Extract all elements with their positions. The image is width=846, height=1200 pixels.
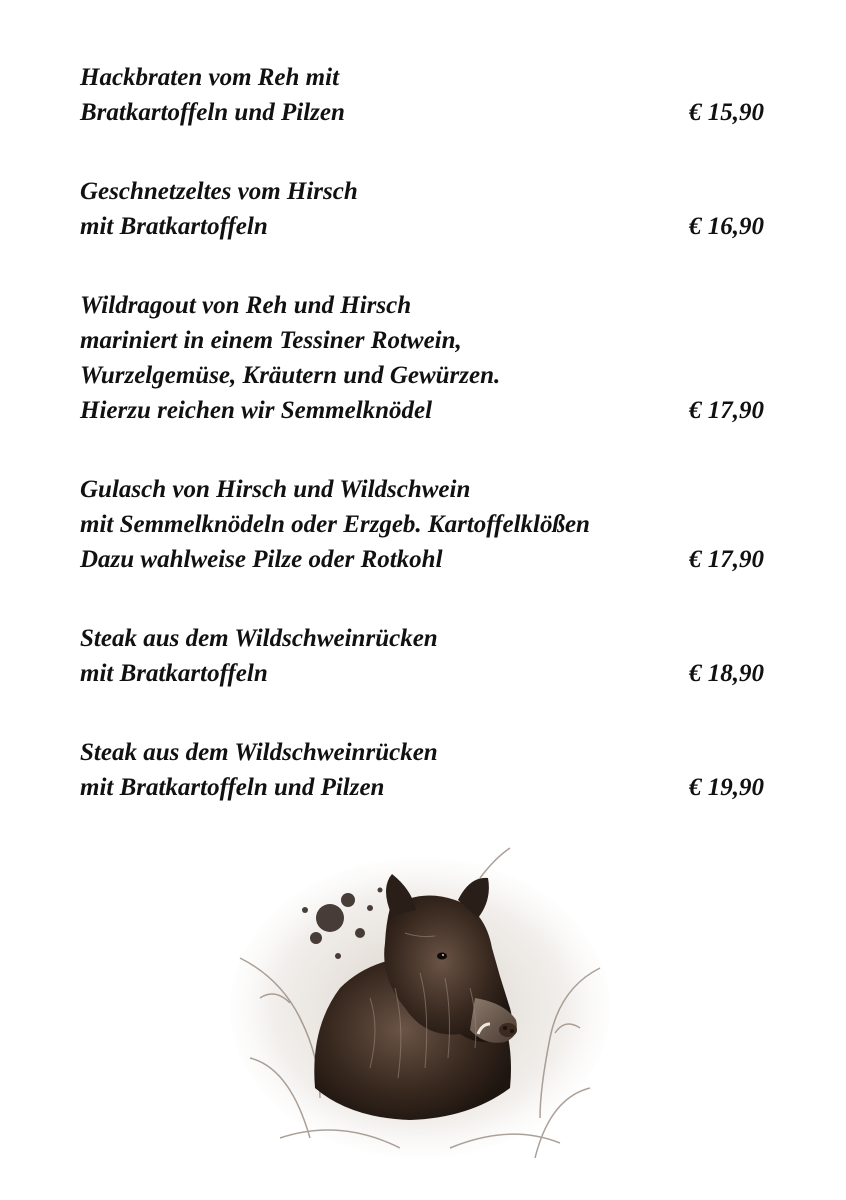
menu-item [80, 735, 770, 805]
menu-item [80, 472, 770, 577]
dish-price: € 18,90 [689, 660, 764, 687]
dish-description [80, 735, 770, 805]
dish-description [80, 288, 770, 428]
dish-description [80, 60, 770, 130]
dish-line: Geschnetzeltes vom Hirsch [80, 178, 358, 205]
wild-boar-icon [220, 838, 620, 1168]
dish-line: mit Bratkartoffeln [80, 660, 268, 687]
dish-line: Bratkartoffeln und Pilzen [80, 99, 345, 126]
dish-price: € 15,90 [689, 99, 764, 126]
dish-description [80, 174, 770, 244]
dish-price: € 16,90 [689, 213, 764, 240]
menu-item [80, 621, 770, 691]
dish-line: Gulasch von Hirsch und Wildschwein [80, 476, 471, 503]
menu-list [80, 60, 770, 849]
menu-item [80, 174, 770, 244]
dish-description [80, 472, 770, 577]
dish-line: mit Bratkartoffeln und Pilzen [80, 774, 385, 801]
dish-line: Wildragout von Reh und Hirsch [80, 292, 412, 319]
dish-line: Steak aus dem Wildschweinrücken [80, 625, 438, 652]
dish-line: Hackbraten vom Reh mit [80, 64, 340, 91]
dish-price: € 17,90 [689, 397, 764, 424]
wild-boar-illustration [220, 838, 620, 1168]
dish-line: Wurzelgemüse, Kräutern und Gewürzen. [80, 362, 501, 389]
dish-line: Hierzu reichen wir Semmelknödel [80, 397, 433, 424]
dish-line: mit Bratkartoffeln [80, 213, 268, 240]
menu-item [80, 288, 770, 428]
dish-line: Steak aus dem Wildschweinrücken [80, 739, 438, 766]
dish-line: mariniert in einem Tessiner Rotwein, [80, 327, 462, 354]
dish-price: € 19,90 [689, 774, 764, 801]
menu-item [80, 60, 770, 130]
dish-line: mit Semmelknödeln oder Erzgeb. Kartoffelklößen [80, 511, 590, 538]
dish-price: € 17,90 [689, 546, 764, 573]
dish-line: Dazu wahlweise Pilze oder Rotkohl [80, 546, 443, 573]
dish-description [80, 621, 770, 691]
